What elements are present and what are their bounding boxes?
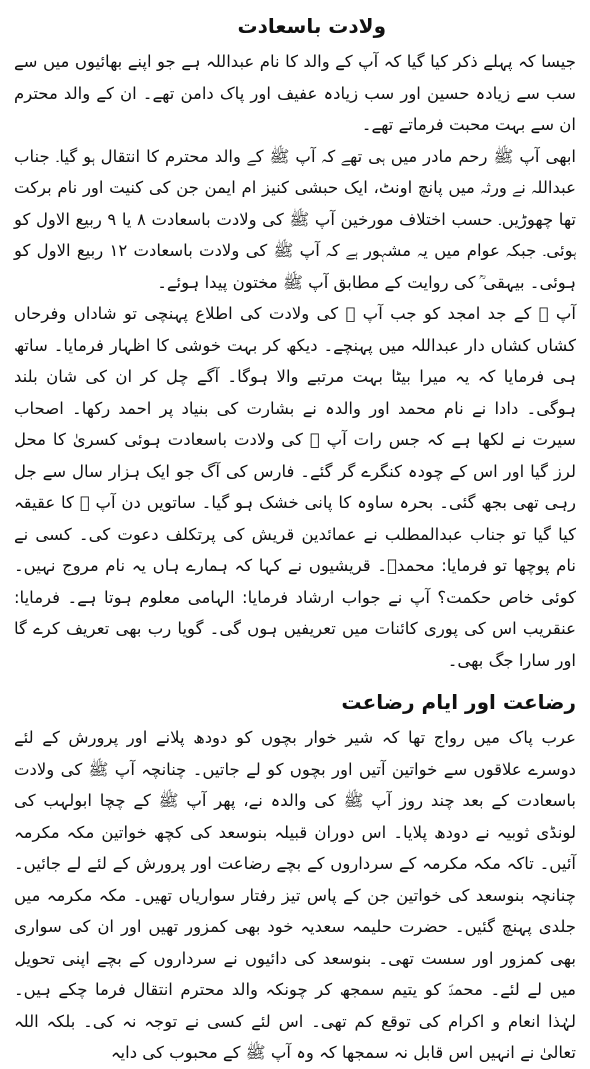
paragraph-nursing-1: عرب پاک میں رواج تھا کہ شیر خوار بچوں کو دودھ پلانے اور پرورش کے لئے دوسرے علاقوں سے خواتین آتیں اور بچوں کو لے جاتیں۔ چنانچہ آپ ﷺ کی ولادت باسعادت کے بعد چند روز آپ ﷺ کی والدہ نے، پھر آپ ﷺ کے چچا ابولہب کی لونڈی ثوبیہ نے دودھ پلایا۔ اس دوران قبیلہ بنوسعد کی کچھ خواتین مکہ مکرمہ آئیں۔ تاکہ مکہ مکرمہ کے سرداروں کے بچے رضاعت اور پرورش کے لئے لے جائیں۔ چنانچہ بنوسعد کی خواتین جن کے پاس تیز رفتار سواریاں تھیں۔ مکہ مکرمہ میں جلدی پہنچ گئیں۔ حضرت حلیمہ سعدیہ خود بھی کمزور تھیں اور ان کی سواری بھی کمزور اور سست تھی۔ بنوسعد کی دائیوں نے سرداروں کے بچے اپنی تحویل میں لے لئے۔ محمدؐ کو یتیم سمجھ کر چونکہ والد محترم انتقال فرما چکے ہیں۔ لہٰذا انعام و اکرام کی توقع کم تھی۔ اس لئے کسی نے توجہ نہ کی۔ بلکہ اللہ تعالیٰ نے انہیں اس قابل نہ سمجھا کہ وہ آپ ﷺ کے محبوب کی دایہ bbox=[14, 728, 576, 1062]
paragraph-birth-2: ابھی آپ ﷺ رحم مادر میں ہی تھے کہ آپ ﷺ کے والد محترم کا انتقال ہو گیا۔ جناب عبداللہ نے ورثہ میں پانچ اونٹ، ایک حبشی کنیز ام ایمن جن کی کنیت اور نام برکت تھا چھوڑیں۔ حسب اختلاف مورخین آپ ﷺ کی ولادت باسعادت ۸ یا ۹ ربیع الاول کو ہوئی۔ جبکہ عوام میں یہ مشہور ہے کہ آپ ﷺ کی ولادت باسعادت ۱۲ ربیع الاول کو ہوئی۔ بیہقی ؒ کی روایت کے مطابق آپ ﷺ مختون پیدا ہوئے۔ bbox=[14, 146, 577, 292]
section-heading-nursing: رضاعت اور ایام رضاعت bbox=[341, 690, 576, 714]
paragraph-birth-3: آپ ﷺ کے جد امجد کو جب آپ ﷺ کی ولادت کی اطلاع پہنچی تو شاداں وفرحاں کشاں کشاں دار عبداللہ میں پہنچے۔ دیکھ کر بہت خوشی کا اظہار فرمایا۔ ساتھ ہی فرمایا کہ یہ میرا بیٹا بہت مرتبے والا ہوگا۔ آگے چل کر ان کی شان بلند ہوگی۔ دادا نے نام محمد اور والدہ نے بشارت کی بنیاد پر احمد رکھا۔ اصحاب سیرت نے لکھا ہے کہ جس رات آپ ﷺ کی ولادت باسعادت ہوئی کسریٰ کا محل لرز گیا اور اس کے چودہ کنگرے گر گئے۔ فارس کی آگ جو ایک ہزار سال سے جل رہی تھی بجھ گئی۔ بحرہ ساوہ کا پانی خشک ہو گیا۔ ساتویں دن آپ ﷺ کا عقیقہ کیا گیا تو جناب عبدالمطلب نے عمائدین قریش کی پرتکلف دعوت کی۔ کسی نے نام پوچھا تو فرمایا: محمدؐ۔ قریشیوں نے کہا کہ ہمارے ہاں یہ نام مروج نہیں۔ کوئی خاص حکمت؟ آپ نے جواب ارشاد فرمایا: الہامی معلوم ہوتا ہے۔ فرمایا: عنقریب اس کی پوری کائنات میں تعریفیں ہوں گی۔ گویا رب بھی تعریف کرے گا اور سارا جگ بھی۔ bbox=[14, 304, 576, 670]
paragraph-birth-1: جیسا کہ پہلے ذکر کیا گیا کہ آپ کے والد کا نام عبداللہ ہے جو اپنے بھائیوں میں سے سب سے زیادہ حسین اور سب زیادہ عفیف اور پاک دامن تھے۔ ان کے والد محترم ان سے بہت محبت فرماتے تھے۔ bbox=[14, 52, 576, 134]
section-heading-birth: ولادت باسعادت bbox=[237, 14, 386, 38]
